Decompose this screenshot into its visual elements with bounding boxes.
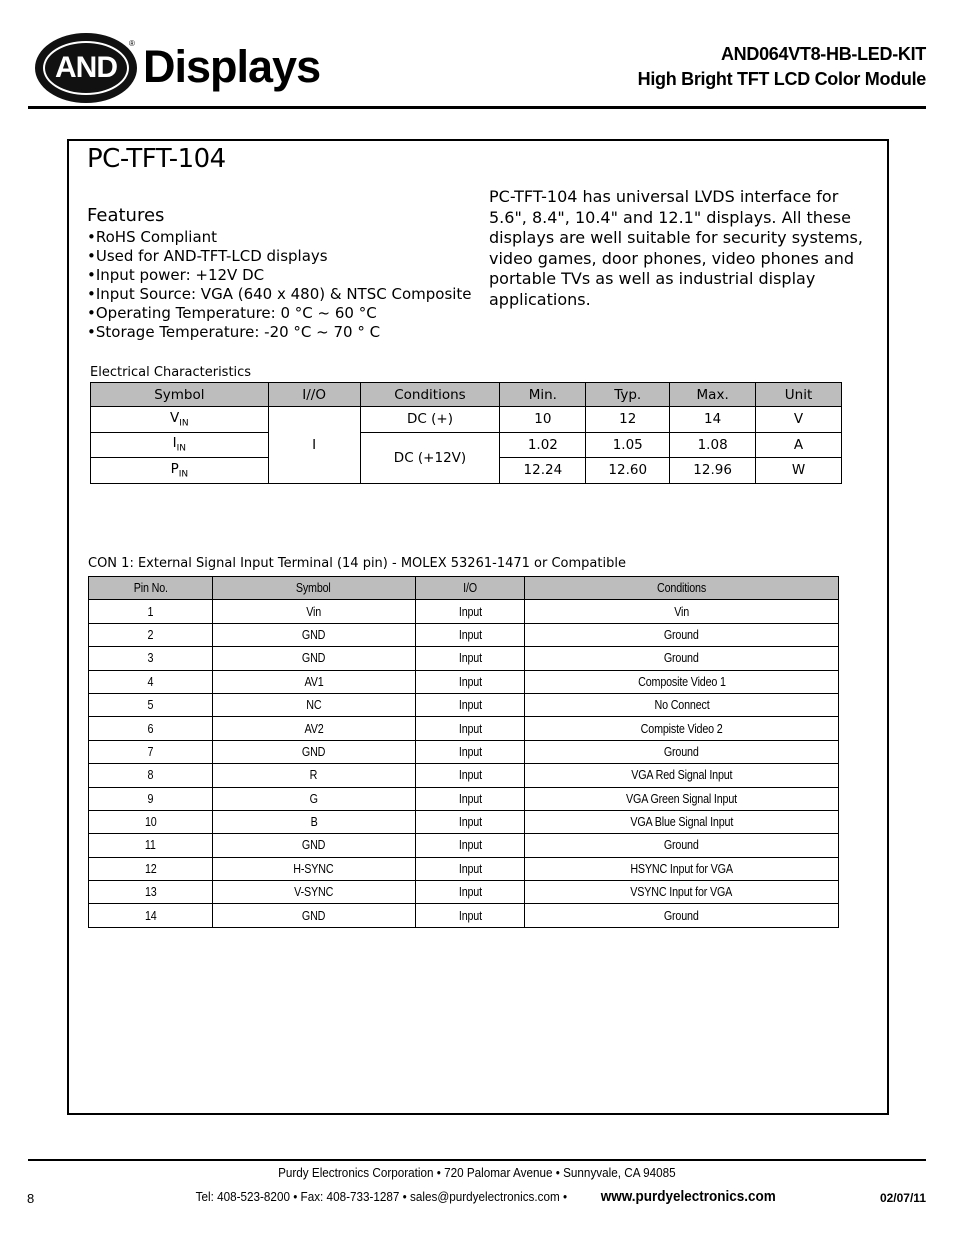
pin-table (88, 576, 839, 928)
symbol-cell: GND (212, 904, 415, 927)
conditions-cell: No Connect (525, 693, 839, 716)
io-cell: I (268, 407, 360, 484)
max-cell: 14 (670, 407, 756, 433)
feature-item: • Used for AND-TFT-LCD displays (87, 247, 472, 266)
logo-oval (35, 33, 137, 103)
conditions-cell: Compiste Video 2 (525, 717, 839, 740)
pin-number-cell: 1 (89, 600, 213, 623)
column-header: I//O (268, 383, 360, 407)
symbol-cell: GND (212, 647, 415, 670)
column-header: Unit (756, 383, 842, 407)
table-row (89, 857, 839, 880)
document-heading (638, 42, 926, 92)
table-row (89, 881, 839, 904)
unit-cell: W (756, 458, 842, 484)
typ-cell: 12 (586, 407, 670, 433)
conditions-cell: Ground (525, 834, 839, 857)
io-cell: Input (415, 834, 525, 857)
pin-number-cell: 7 (89, 740, 213, 763)
pin-number-cell: 3 (89, 647, 213, 670)
conditions-cell: Ground (525, 623, 839, 646)
column-header: Max. (670, 383, 756, 407)
symbol-cell: GND (212, 740, 415, 763)
feature-item: • Storage Temperature: -20 °C ~ 70 ° C (87, 323, 472, 342)
connector-label: CON 1: External Signal Input Terminal (14 pin) - MOLEX 53261-1471 or Compatible (88, 556, 626, 571)
symbol-cell: H-SYNC (212, 857, 415, 880)
page-number: 8 (27, 1191, 35, 1206)
io-cell: Input (415, 857, 525, 880)
logo-word: Displays (143, 41, 321, 92)
symbol-cell: GND (212, 834, 415, 857)
table-row (89, 787, 839, 810)
pin-number-cell: 12 (89, 857, 213, 880)
symbol-cell: Vin (212, 600, 415, 623)
pin-number-cell: 5 (89, 693, 213, 716)
column-header: I/O (415, 577, 525, 600)
conditions-cell: VGA Green Signal Input (525, 787, 839, 810)
table-row (89, 834, 839, 857)
company-address: Purdy Electronics Corporation • 720 Palomar Avenue • Sunnyvale, CA 94085 (278, 1165, 676, 1180)
column-header: Conditions (525, 577, 839, 600)
feature-item: • RoHS Compliant (87, 228, 472, 247)
io-cell: Input (415, 600, 525, 623)
table-row (89, 693, 839, 716)
revision-date: 02/07/11 (879, 1191, 926, 1205)
symbol-cell: GND (212, 623, 415, 646)
table-row (89, 717, 839, 740)
feature-item: • Operating Temperature: 0 °C ~ 60 °C (87, 304, 472, 323)
features-list (87, 228, 472, 342)
logo-mark: AND (55, 51, 117, 84)
conditions-cell: VSYNC Input for VGA (525, 881, 839, 904)
unit-cell: V (756, 407, 842, 433)
pin-number-cell: 11 (89, 834, 213, 857)
io-cell: Input (415, 740, 525, 763)
feature-item: • Input Source: VGA (640 x 480) & NTSC Composite (87, 285, 472, 304)
column-header: Symbol (91, 383, 269, 407)
conditions-cell: HSYNC Input for VGA (525, 857, 839, 880)
conditions-cell: Ground (525, 740, 839, 763)
io-cell: Input (415, 787, 525, 810)
column-header: Typ. (586, 383, 670, 407)
table-row (89, 810, 839, 833)
symbol-cell: NC (212, 693, 415, 716)
column-header: Symbol (212, 577, 415, 600)
symbol-cell: R (212, 764, 415, 787)
features-heading: Features (87, 205, 165, 226)
io-cell: Input (415, 764, 525, 787)
unit-cell: A (756, 432, 842, 458)
page-title: PC-TFT-104 (87, 144, 226, 174)
io-cell: Input (415, 623, 525, 646)
pin-table-body (89, 600, 839, 927)
pin-number-cell: 13 (89, 881, 213, 904)
io-cell: Input (415, 717, 525, 740)
pin-number-cell: 14 (89, 904, 213, 927)
typ-cell: 12.60 (586, 458, 670, 484)
registered-mark: ® (129, 39, 135, 48)
conditions-cell: Ground (525, 904, 839, 927)
conditions-cell: VGA Red Signal Input (525, 764, 839, 787)
table-row (89, 647, 839, 670)
io-cell: Input (415, 904, 525, 927)
typ-cell: 1.05 (586, 432, 670, 458)
min-cell: 10 (500, 407, 586, 433)
footer-rule (28, 1159, 926, 1161)
pin-number-cell: 4 (89, 670, 213, 693)
symbol-cell: AV2 (212, 717, 415, 740)
io-cell: Input (415, 647, 525, 670)
table-header-row (89, 577, 839, 600)
pin-number-cell: 6 (89, 717, 213, 740)
symbol-cell: G (212, 787, 415, 810)
io-cell: Input (415, 810, 525, 833)
min-cell: 1.02 (500, 432, 586, 458)
feature-item: • Input power: +12V DC (87, 266, 472, 285)
table-row (89, 600, 839, 623)
conditions-cell: DC (+) (360, 407, 500, 433)
header-rule (28, 106, 926, 109)
table-row (89, 764, 839, 787)
column-header: Conditions (360, 383, 500, 407)
table-row (89, 904, 839, 927)
website-link[interactable]: www.purdyelectronics.com (600, 1188, 776, 1205)
electrical-label: Electrical Characteristics (90, 365, 252, 380)
conditions-cell: Ground (525, 647, 839, 670)
table-row (91, 407, 842, 433)
max-cell: 12.96 (670, 458, 756, 484)
symbol-cell: $V_{IN}$ (91, 407, 269, 433)
product-name: High Bright TFT LCD Color Module (637, 69, 926, 89)
pin-number-cell: 8 (89, 764, 213, 787)
electrical-table (90, 382, 842, 484)
io-cell: Input (415, 881, 525, 904)
and-displays-logo (35, 33, 335, 105)
table-header-row (91, 383, 842, 407)
pin-number-cell: 10 (89, 810, 213, 833)
symbol-cell: AV1 (212, 670, 415, 693)
symbol-cell: $P_{IN}$ (91, 458, 269, 484)
conditions-cell: VGA Blue Signal Input (525, 810, 839, 833)
pin-number-cell: 2 (89, 623, 213, 646)
pin-number-cell: 9 (89, 787, 213, 810)
table-row (89, 740, 839, 763)
io-cell: Input (415, 693, 525, 716)
conditions-cell: Composite Video 1 (525, 670, 839, 693)
part-number: AND064VT8-HB-LED-KIT (720, 44, 926, 64)
io-cell: Input (415, 670, 525, 693)
symbol-cell: B (212, 810, 415, 833)
column-header: Min. (500, 383, 586, 407)
symbol-cell: $I_{IN}$ (91, 432, 269, 458)
description: PC-TFT-104 has universal LVDS interface for 5.6", 8.4", 10.4" and 12.1" displays. All these displays are well suitable for security systems, video games, door phones, video phones and portable TVs as well as industrial display applications. (489, 187, 863, 309)
min-cell: 12.24 (500, 458, 586, 484)
symbol-cell: V-SYNC (212, 881, 415, 904)
contact-line: Tel: 408-523-8200 • Fax: 408-733-1287 • sales@purdyelectronics.com • www.purdyelectronics.com (195, 1188, 776, 1205)
table-row (89, 670, 839, 693)
table-row (89, 623, 839, 646)
table-row (91, 432, 842, 458)
column-header: Pin No. (89, 577, 213, 600)
conditions-cell: DC (+12V) (360, 432, 500, 483)
max-cell: 1.08 (670, 432, 756, 458)
conditions-cell: Vin (525, 600, 839, 623)
